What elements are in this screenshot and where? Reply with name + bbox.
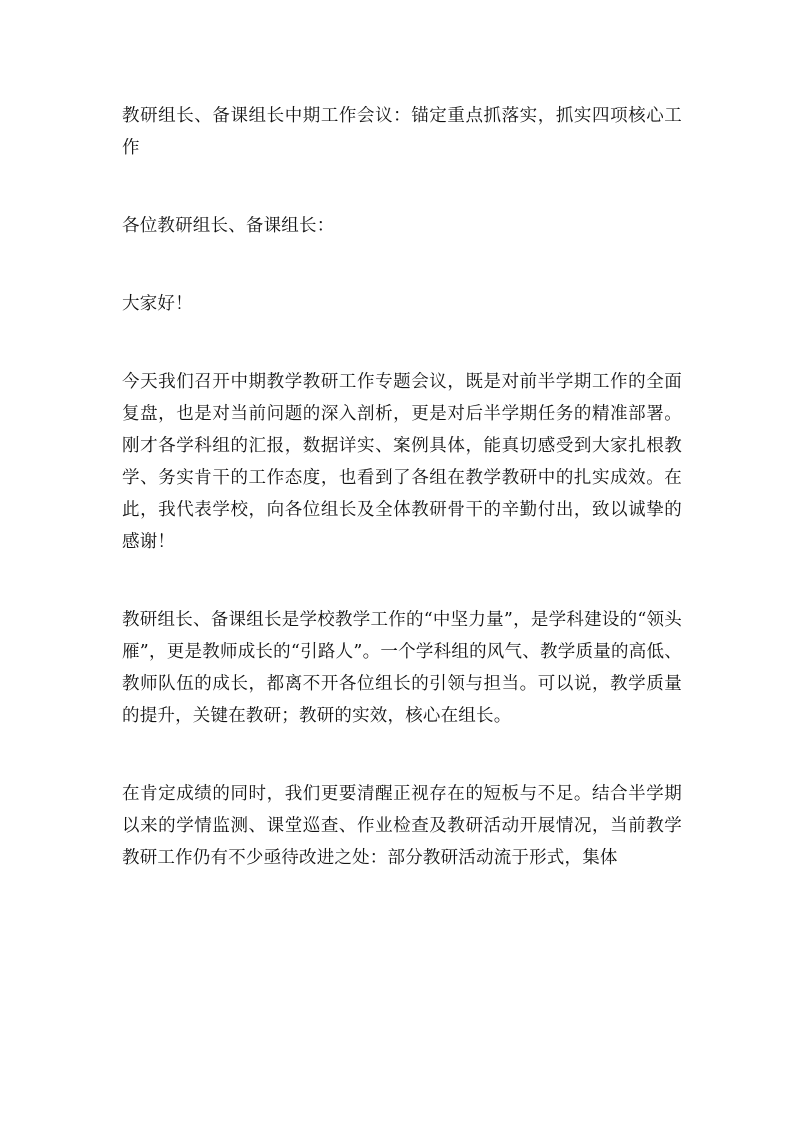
paragraph-role: 教研组长、备课组长是学校教学工作的“中坚力量”，是学科建设的“领头雁”，更是教师成长的“引路人”。一个学科组的风气、教学质量的高低、教师队伍的成长，都离不开各位组长的引领与担当。可以说，教学质量的提升，关键在教研；教研的实效，核心在组长。 — [122, 610, 682, 726]
paragraph-gap — [122, 164, 682, 210]
paragraph-gap — [122, 242, 682, 288]
paragraph-gap — [122, 320, 682, 366]
paragraph-opening: 今天我们召开中期教学教研工作专题会议，既是对前半学期工作的全面复盘，也是对当前问题的深入剖析，更是对后半学期任务的精准部署。刚才各学科组的汇报，数据详实、案例具体，能真切感受到大家扎根教学、务实肯干的工作态度，也看到了各组在教学教研中的扎实成效。在此，我代表学校，向各位组长及全体教研骨干的辛勤付出，致以诚挚的感谢！ — [122, 372, 682, 552]
paragraph-gap — [122, 732, 682, 778]
document-title: 教研组长、备课组长中期工作会议：锚定重点抓落实，抓实四项核心工作 — [122, 106, 682, 158]
paragraph-problems: 在肯定成绩的同时，我们更要清醒正视存在的短板与不足。结合半学期以来的学情监测、课堂巡查、作业检查及教研活动开展情况，当前教学教研工作仍有不少亟待改进之处：部分教研活动流于形式，集体 — [122, 784, 682, 868]
greeting: 大家好！ — [122, 294, 193, 314]
paragraph-gap — [122, 558, 682, 604]
document-body — [122, 100, 682, 874]
salutation: 各位教研组长、备课组长： — [122, 216, 335, 236]
